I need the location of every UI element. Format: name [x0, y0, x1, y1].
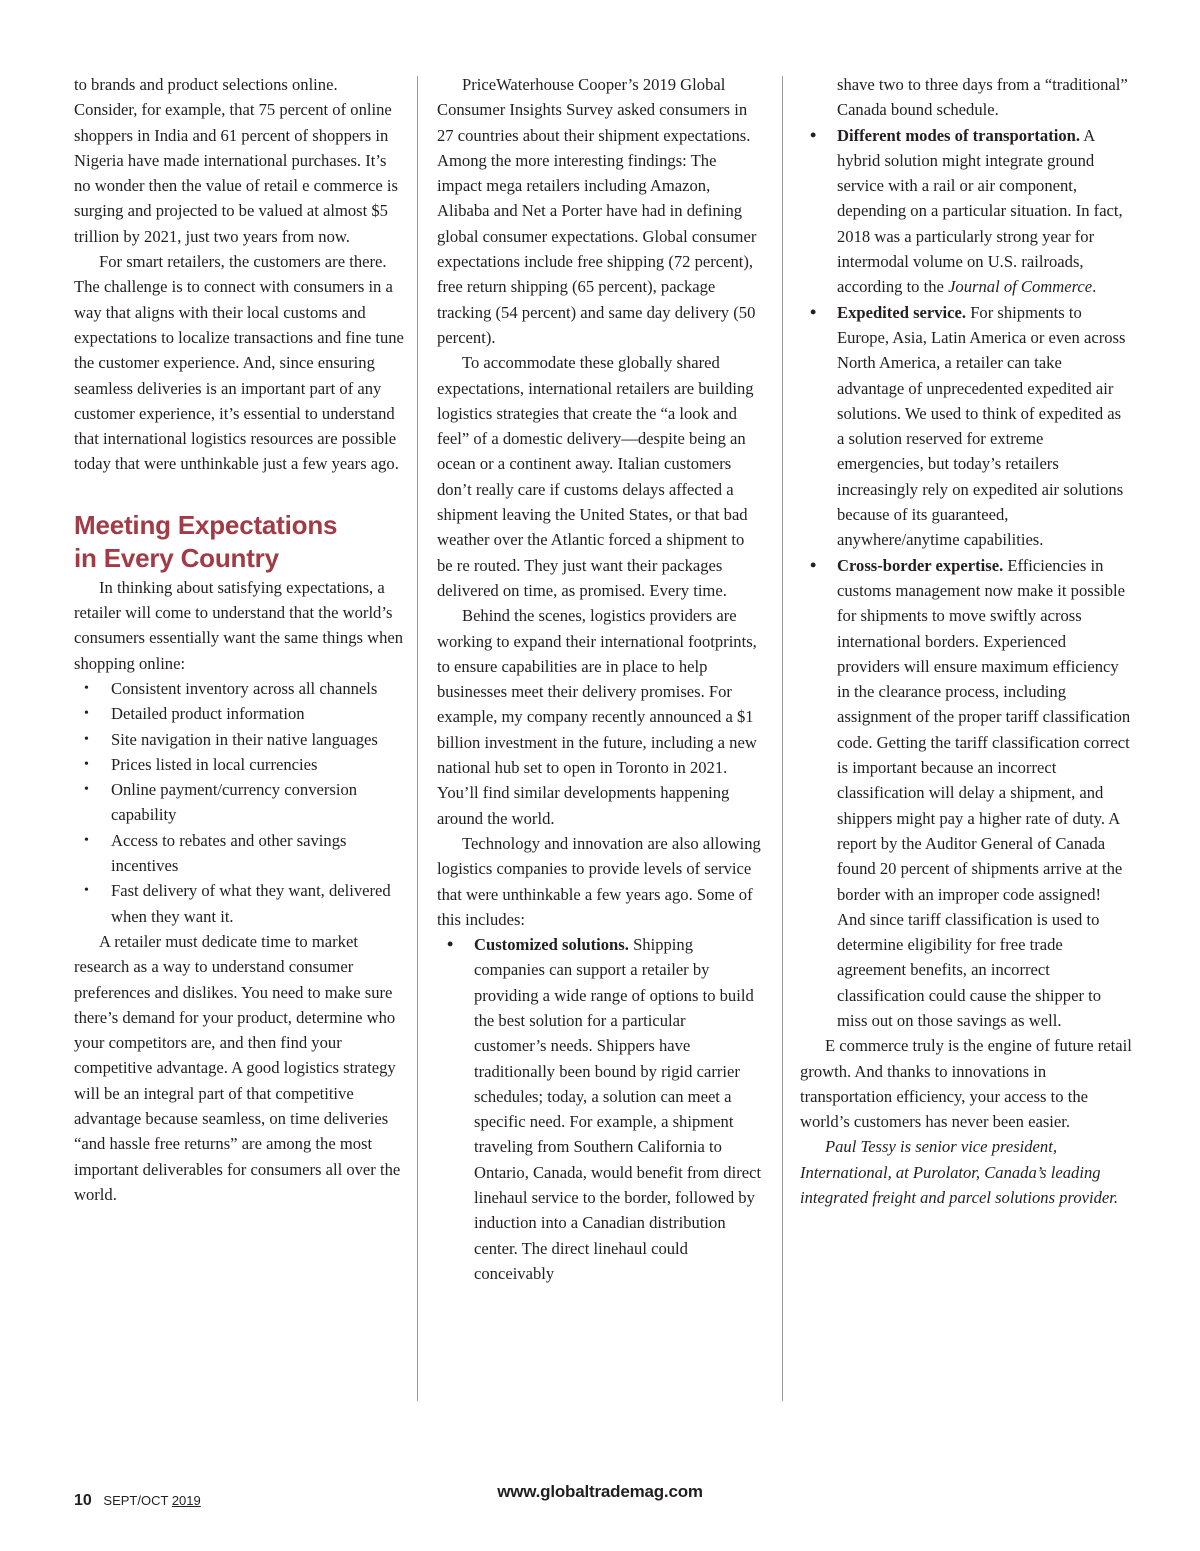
paragraph: In thinking about satisfying expectations, a retailer will come to understand that the world’s consumers essentially want the same things when shopping online: [74, 577, 404, 673]
paragraph: Behind the scenes, logistics providers are working to expand their international footprints, to ensure capabilities are in place to help businesses meet their delivery promises. For example, my company recently announced a $1 billion investment in the future, including a new national hub set to open in Toronto in 2021. You’ll find similar developments happening around the world. [437, 606, 757, 828]
expectations-list [74, 676, 404, 929]
paragraph: shave two to three days from a “traditional” Canada bound schedule. [837, 75, 1128, 120]
column-divider [417, 76, 418, 1401]
bullet-text: Efficiencies in customs management now make it possible for shipments to move swiftly across international borders. Experienced providers will ensure maximum efficiency in the clearance process, including assignment of the proper tariff classification code. Getting the tariff classification correct is important because an incorrect classification will delay a shipment, and shippers might pay a higher rate of duty. A report by the Auditor General of Canada found 20 percent of shipments arrive at the border with an improper code assigned! And since tariff classification is used to determine eligibility for free trade agreement benefits, an incorrect classification could cause the shipper to miss out on those savings as well. [837, 555, 1131, 1030]
issue-year: 2019 [171, 1493, 201, 1508]
paragraph: to brands and product selections online. Consider, for example, that 75 percent of online shoppers in India and 61 percent of shoppers in Nigeria have made international purchases. It’s no wonder then the value of retail e commerce is surging and projected to be valued at almost $5 trillion by 2021, just two years from now. [74, 75, 398, 246]
services-list [437, 932, 762, 1286]
bullet-title: Cross-border expertise. [837, 555, 1004, 575]
author-bio: Paul Tessy is senior vice president, International, at Purolator, Canada’s leading integrated freight and parcel solutions provider. [800, 1137, 1119, 1208]
list-item [800, 553, 1132, 1034]
issue-label: SEPT/OCT [103, 1493, 169, 1508]
paragraph: For smart retailers, the customers are there. The challenge is to connect with consumers in a way that aligns with their local customs and expectations to localize transactions and fine tune the customer experience. And, since ensuring seamless deliveries is an important part of any customer experience, it’s essential to understand that international logistics resources are possible today that were unthinkable just a few years ago. [74, 252, 404, 474]
services-list-continued [800, 123, 1132, 1034]
list-item: • Consistent inventory across all channels [74, 676, 404, 701]
bullet-text: For shipments to Europe, Asia, Latin America or even across North America, a retailer can take advantage of unprecedented expedited air solutions. We used to think of expedited as a solution reserved for extreme emergencies, but today’s retailers increasingly rely on expedited air solutions because of its guaranteed, anywhere/anytime capabilities. [837, 302, 1126, 550]
heading-line: Meeting Expectations [74, 509, 338, 540]
section-heading [74, 509, 404, 575]
bullet-title: Customized solutions. [474, 935, 629, 955]
list-item: • Fast delivery of what they want, delivered when they want it. [74, 878, 404, 929]
paragraph: PriceWaterhouse Cooper’s 2019 Global Consumer Insights Survey asked consumers in 27 countries about their shipment expectations. Among the more interesting findings: The impact mega retailers including Amazon, Alibaba and Net a Porter have had in defining global consumer expectations. Global consumer expectations include free shipping (72 percent), free return shipping (65 percent), package tracking (54 percent) and same day delivery (50 percent). [437, 75, 757, 347]
source-citation: Journal of Commerce [948, 277, 1093, 297]
paragraph: E commerce truly is the engine of future retail growth. And thanks to innovations in transportation efficiency, your access to the world’s customers has never been easier. [800, 1036, 1132, 1132]
list-item [800, 123, 1132, 300]
website-url[interactable]: www.globaltrademag.com [497, 1482, 703, 1501]
bullet-title: Different modes of transportation. [837, 125, 1081, 145]
page-number: 10 [74, 1492, 92, 1509]
paragraph: A retailer must dedicate time to market research as a way to understand consumer preferences and dislikes. You need to make sure there’s demand for your product, determine who your competitors are, and then find your competitive advantage. A good logistics strategy will be an integral part of that competitive advantage because seamless, on time deliveries “and hassle free returns” are among the most important deliverables for consumers all over the world. [74, 931, 401, 1204]
list-item [800, 300, 1132, 553]
heading-line: in Every Country [74, 542, 279, 573]
list-item [437, 932, 762, 1286]
column-1 [74, 72, 404, 1207]
list-item: • Site navigation in their native languages [74, 727, 404, 752]
bullet-text: A hybrid solution might integrate ground service with a rail or air component, depending on a particular situation. In fact, 2018 was a particularly strong year for intermodal volume on U.S. railroads, according to the [837, 125, 1123, 297]
paragraph: Technology and innovation are also allowing logistics companies to provide levels of service that were unthinkable a few years ago. Some of this includes: [437, 833, 761, 929]
bullet-text: Shipping companies can support a retailer by providing a wide range of options to build the best solution for a particular customer’s needs. Shippers have traditionally been bound by rigid carrier schedules; today, a solution can meet a specific need. For example, a shipment traveling from Southern California to Ontario, Canada, would benefit from direct linehaul service to the border, followed by induction into a Canadian distribution center. The direct linehaul could conceivably [474, 935, 762, 1283]
list-item: • Detailed product information [74, 701, 404, 726]
list-item: • Online payment/currency conversion capability [74, 777, 404, 828]
column-divider [782, 76, 783, 1401]
list-item: • Prices listed in local currencies [74, 752, 404, 777]
bullet-end: . [1092, 277, 1097, 297]
column-2 [437, 72, 762, 1286]
list-item: • Access to rebates and other savings incentives [74, 828, 404, 879]
bullet-title: Expedited service. [837, 302, 967, 322]
paragraph: To accommodate these globally shared expectations, international retailers are building logistics strategies that create the “a look and feel” of a domestic delivery—despite being an ocean or a continent away. Italian customers don’t really care if customs delays affected a shipment leaving the United States, or that bad weather over the Atlantic forced a shipment to be re routed. They just want their packages delivered on time, as promised. Every time. [437, 353, 754, 600]
column-3 [800, 72, 1132, 1210]
